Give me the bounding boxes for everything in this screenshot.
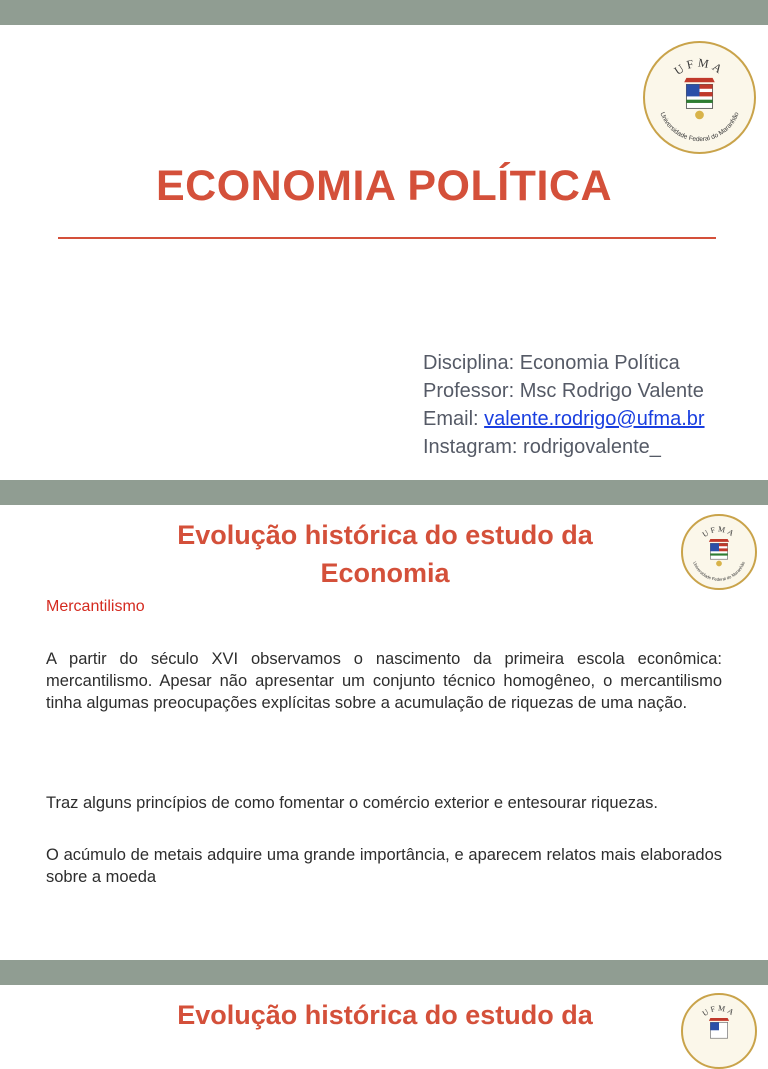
top-divider-band — [0, 0, 768, 25]
slide-3-title — [115, 996, 655, 1034]
svg-text:UFMA — [672, 55, 728, 78]
professor-text: Professor: Msc Rodrigo Valente — [423, 380, 704, 402]
paragraph-2: Traz alguns princípios de como fomentar o comércio exterior e entesourar riquezas. — [46, 794, 659, 812]
email-label: Email: — [423, 408, 485, 430]
slide-divider-band-1 — [0, 480, 768, 505]
slide-divider-band-2 — [0, 960, 768, 985]
paragraph-3: O acúmulo de metais adquire uma grande importância, e aparecem relatos mais elaborados sobre a moeda — [46, 846, 722, 886]
logo-acronym: UFMA — [700, 1003, 738, 1019]
presentation-title: ECONOMIA POLÍTICA — [155, 162, 612, 210]
ufma-seal-logo — [643, 41, 756, 154]
slide-2-title-line-1: Evolução histórica do estudo da — [177, 520, 593, 550]
svg-text:UFMA — [701, 524, 738, 539]
paragraph-1: A partir do século XVI observamos o nascimento da primeira escola econômica: mercantilismo. Apesar não apresentar um conjunto técnico homogêneo, o mercantilismo tinha algumas preocupações explícitas sobre a acumulação de riquezas de uma nação. — [46, 650, 722, 712]
ufma-seal-logo-small-partial — [681, 993, 757, 1069]
title-underline — [58, 237, 716, 239]
logo-ring-text: Universidade Federal do Maranhão — [658, 111, 741, 144]
logo-acronym: UFMA — [671, 55, 728, 78]
logo-acronym: UFMA — [700, 524, 738, 540]
slide-2-title — [115, 516, 655, 592]
ufma-seal-logo-small — [681, 514, 757, 590]
instagram-text: Instagram: rodrigovalente_ — [423, 436, 661, 458]
discipline-text: Disciplina: Economia Política — [423, 352, 680, 374]
logo-ring-text: Universidade Federal do Maranhão — [692, 560, 746, 582]
email-row — [423, 405, 705, 433]
slide-3-title-line-1: Evolução histórica do estudo da — [177, 1000, 593, 1030]
email-link[interactable]: valente.rodrigo@ufma.br — [484, 408, 705, 430]
course-info — [423, 349, 705, 461]
section-subtitle: Mercantilismo — [46, 598, 145, 615]
svg-text:UFMA — [701, 1003, 738, 1018]
slide-2-title-line-2: Economia — [320, 558, 450, 588]
